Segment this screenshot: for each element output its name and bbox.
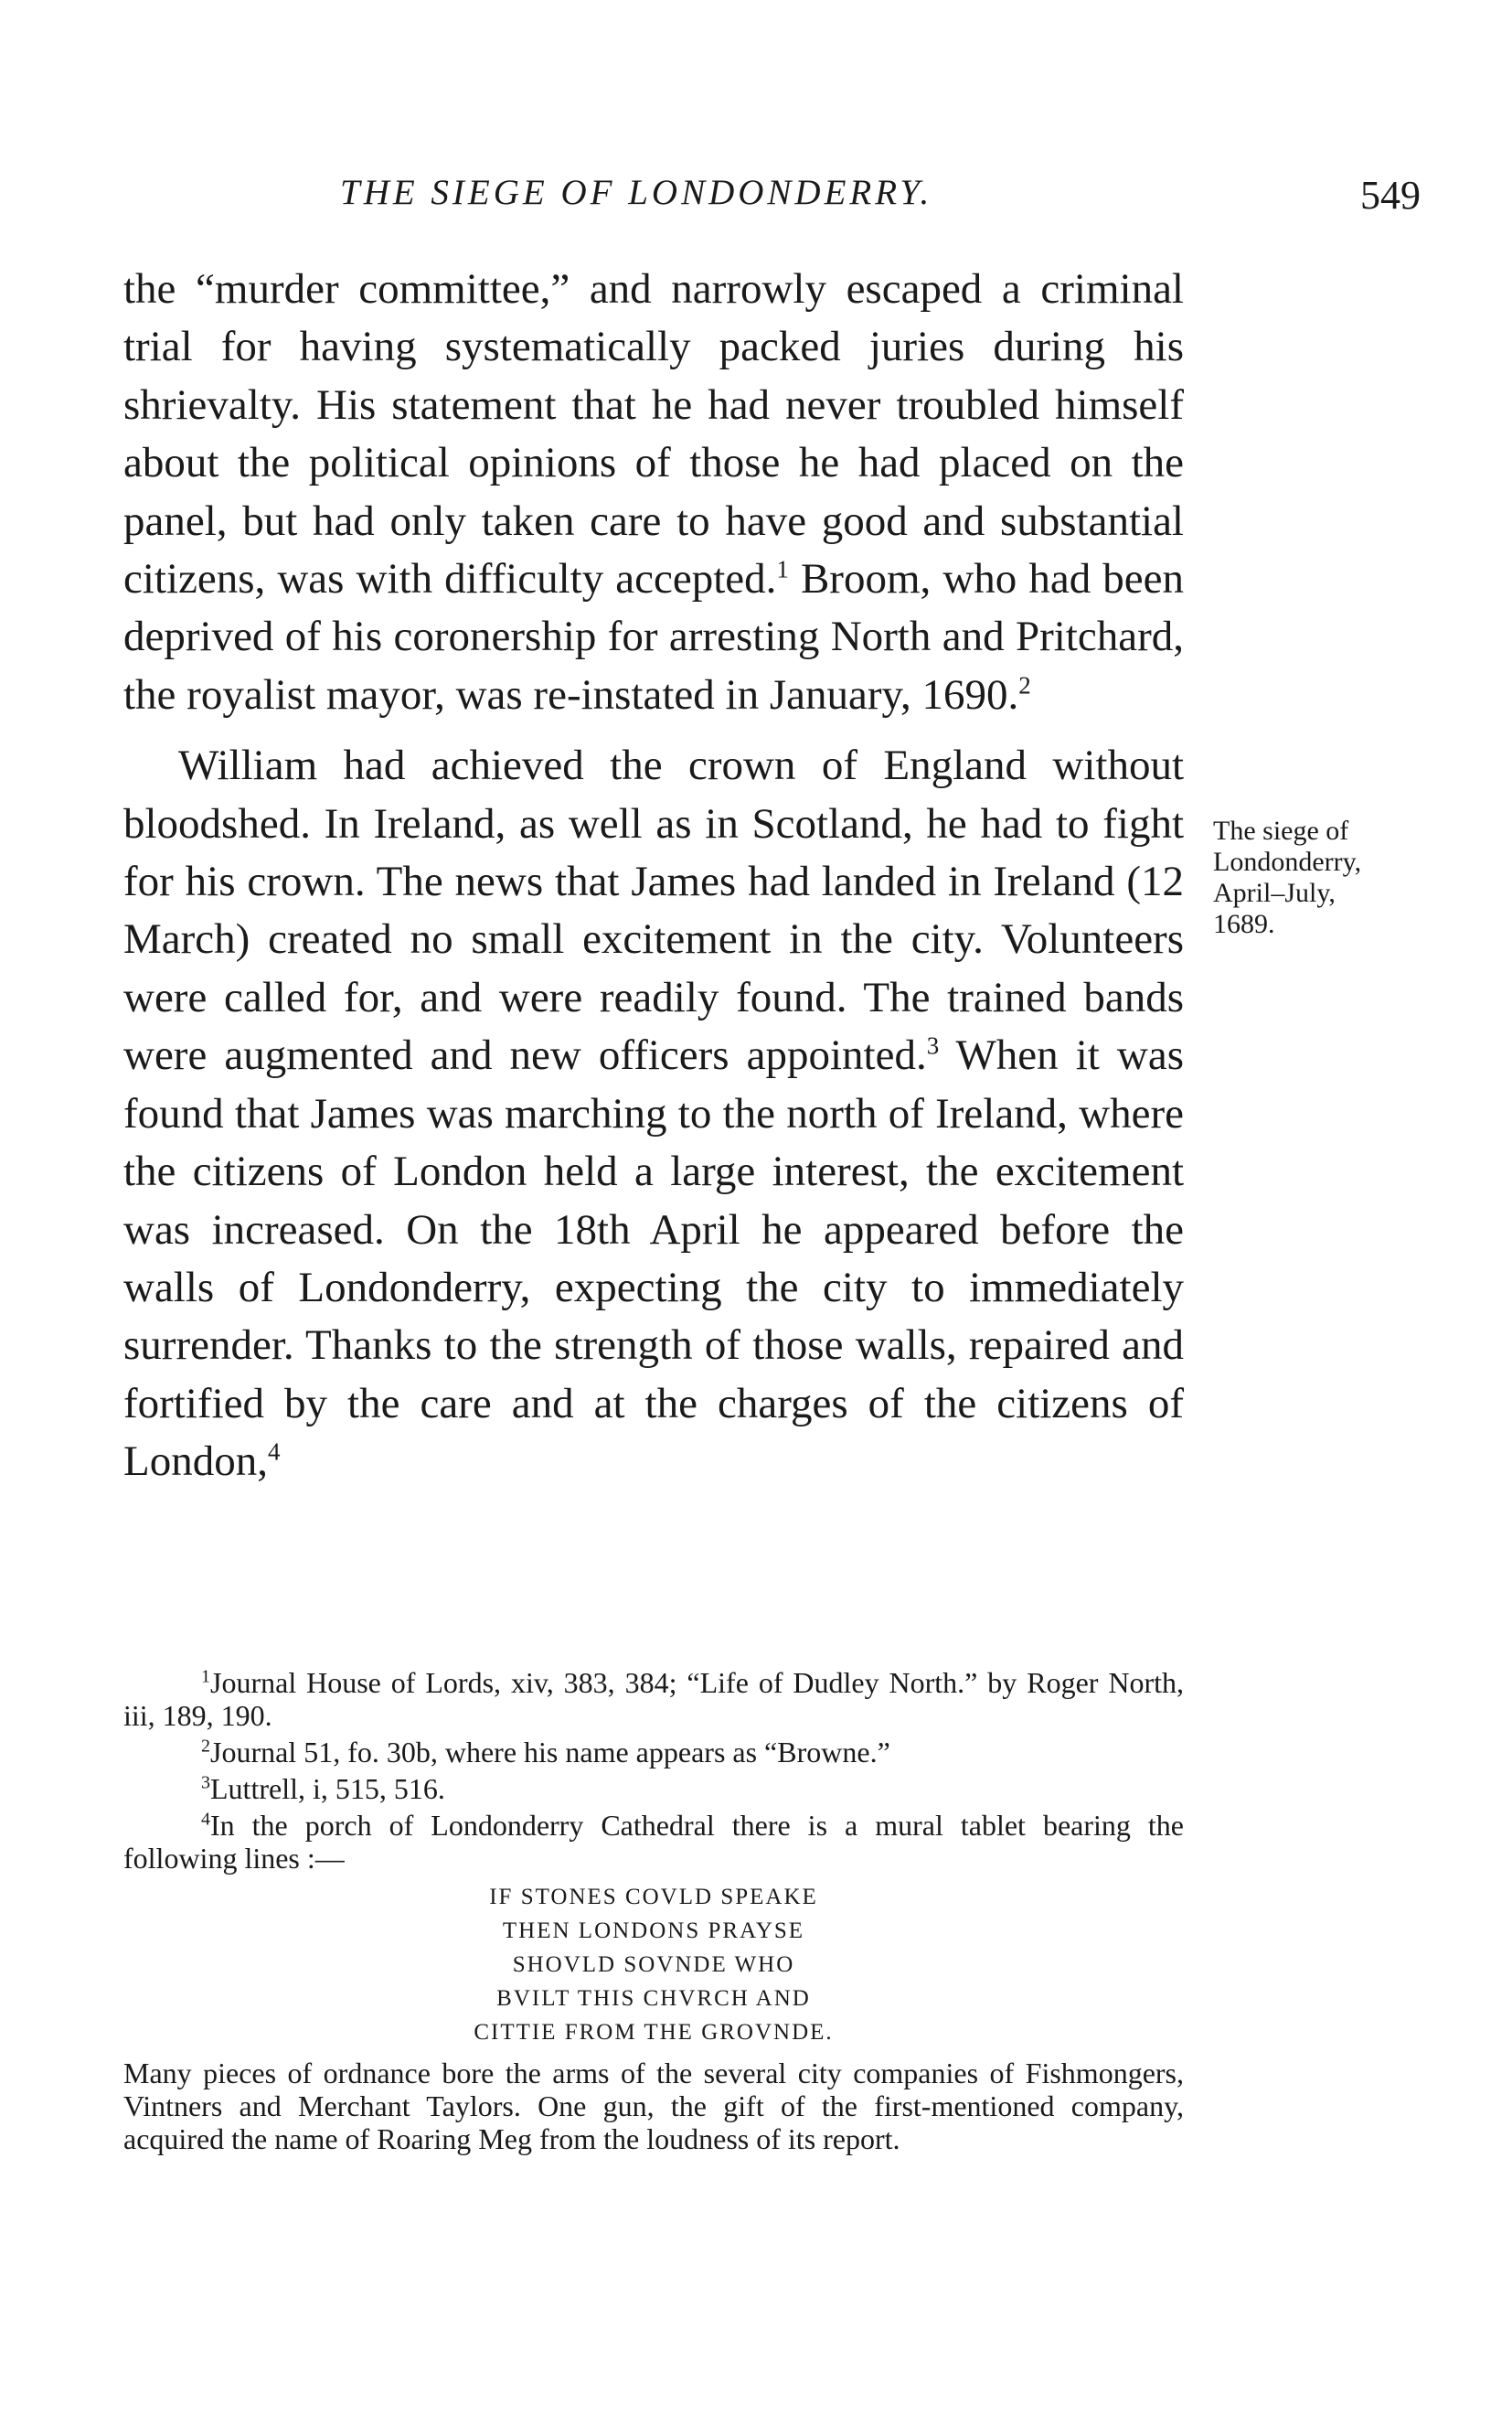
footnote-closing-note: Many pieces of ordnance bore the arms of the several city companies of Fishmongers, Vintners and Merchant Taylors. One gun, the gift of the first-mentioned company, acquired the name of Roaring Meg from the loudness of its report.: [123, 2057, 1184, 2155]
inscription-line: CITTIE FROM THE GROVNDE.: [474, 2020, 834, 2045]
footnote-4: [123, 1809, 1184, 1875]
paragraph-1-part-a: the “murder committee,” and narrowly escaped a criminal trial for having systematically packed juries during his shrievalty. His statement that he had never troubled himself about the political opinions of those he had placed on the panel, but had only taken care to have good and substantial citizens, was with difficulty accepted.: [123, 265, 1184, 604]
footnotes: [123, 1666, 1184, 2159]
inscription-line: IF STONES COVLD SPEAKE: [489, 1885, 818, 1909]
footnote-mark: 3: [201, 1772, 210, 1793]
inscription: [123, 1880, 1184, 2049]
main-text: [123, 261, 1184, 1491]
margin-note-line: The siege of: [1213, 816, 1349, 846]
inscription-line: SHOVLD SOVNDE WHO: [512, 1952, 795, 1977]
paragraph-2-part-b: When it was found that James was marching to the north of Ireland, where the citizens of London held a large interest, the excitement was increased. On the 18th April he appeared before the walls of Londonderry, expecting the city to immediately surrender. Thanks to the strength of those walls, repaired and fortified by the care and at the charges of the citizens of London,: [123, 1031, 1184, 1486]
paragraph-1: [123, 261, 1184, 724]
inscription-line: BVILT THIS CHVRCH AND: [496, 1986, 811, 2011]
margin-note: [1213, 816, 1460, 940]
footnote-ref-3: 3: [926, 1031, 940, 1060]
running-title: THE SIEGE OF LONDONDERRY.: [340, 173, 933, 212]
footnote-text: Journal 51, fo. 30b, where his name appears as “Browne.”: [210, 1736, 890, 1769]
footnote-mark: 1: [201, 1666, 210, 1687]
footnote-mark: 4: [201, 1809, 210, 1830]
footnote-text: In the porch of Londonderry Cathedral there is a mural tablet bearing the following lines :—: [123, 1809, 1184, 1875]
paragraph-1-part-b: Broom, who had been deprived of his coronership for arresting North and Pritchard, the royalist mayor, was re-instated in January, 1690.: [123, 555, 1184, 719]
margin-note-line: April–July,: [1213, 878, 1336, 908]
footnote-mark: 2: [201, 1736, 210, 1757]
page-header: [0, 172, 1512, 236]
paragraph-2: [123, 737, 1184, 1491]
footnote-ref-2: 2: [1018, 671, 1031, 700]
footnote-2: [123, 1736, 1184, 1769]
footnote-text: Luttrell, i, 515, 516.: [210, 1772, 445, 1805]
footnote-text: Journal House of Lords, xiv, 383, 384; “Life of Dudley North.” by Roger North, iii, 189, 190.: [123, 1666, 1184, 1732]
footnote-3: [123, 1772, 1184, 1805]
margin-note-line: 1689.: [1213, 909, 1275, 939]
footnote-ref-4: 4: [267, 1437, 281, 1466]
page-number: 549: [1360, 173, 1421, 218]
footnote-ref-1: 1: [776, 555, 789, 583]
footnote-1: [123, 1666, 1184, 1732]
paragraph-2-part-a: William had achieved the crown of England without bloodshed. In Ireland, as well as in Scotland, he had to fight for his crown. The news that James had landed in Ireland (12 March) created no small excitement in the city. Volunteers were called for, and were readily found. The trained bands were augmented and new officers appointed.: [123, 742, 1184, 1080]
margin-note-line: Londonderry,: [1213, 847, 1362, 877]
inscription-line: THEN LONDONS PRAYSE: [502, 1918, 805, 1943]
